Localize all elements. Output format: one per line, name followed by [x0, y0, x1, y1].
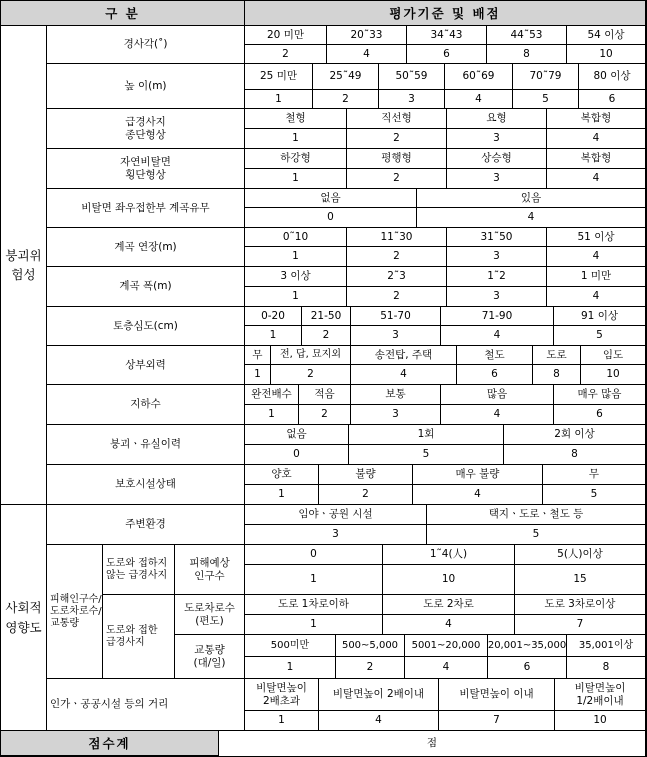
header-category: 구 분 [1, 1, 245, 26]
score-cell: 4 [413, 485, 543, 505]
score-cell: 4 [547, 247, 646, 267]
score-cell: 2 [302, 326, 351, 346]
criteria-cell: 1˜4(人) [383, 545, 515, 565]
criteria-cell: 무 [543, 465, 646, 485]
criteria-cell: 도로 [533, 346, 581, 365]
criteria-cell: 철도 [457, 346, 533, 365]
criteria-cell: 0˜10 [245, 228, 347, 247]
criteria-cell: 51-70 [351, 307, 441, 326]
slope-angle-label: 경사각(˚) [47, 26, 245, 64]
score-cell: 8 [567, 657, 646, 679]
score-cell: 2 [245, 45, 327, 64]
score-cell: 6 [554, 405, 646, 425]
score-cell: 4 [351, 365, 457, 385]
distance-label: 인가ㆍ공공시설 등의 거리 [47, 679, 245, 731]
criteria-cell: 전, 답, 묘지외 [271, 346, 351, 365]
criteria-cell: 50˜59 [379, 64, 445, 90]
score-cell: 1 [245, 287, 347, 307]
criteria-cell: 31˜50 [447, 228, 547, 247]
criteria-cell: 임도 [581, 346, 646, 365]
total-score-unit: 점 [219, 731, 646, 756]
score-cell: 4 [405, 657, 488, 679]
criteria-cell: 20˜33 [327, 26, 407, 45]
score-cell: 4 [319, 711, 439, 731]
score-cell: 2 [347, 129, 447, 149]
criteria-cell: 직선형 [347, 109, 447, 129]
criteria-cell: 3 이상 [245, 267, 347, 287]
criteria-cell: 비탈면높이 2배초과 [245, 679, 319, 711]
score-cell: 10 [567, 45, 646, 64]
score-cell: 0 [245, 445, 349, 465]
criteria-cell: 매우 불량 [413, 465, 543, 485]
non-adjacent-label: 도로와 접하지 않는 급경사지 [103, 545, 175, 595]
score-cell: 4 [383, 615, 515, 635]
criteria-cell: 80 이상 [579, 64, 646, 90]
score-cell: 10 [383, 565, 515, 595]
score-cell: 6 [407, 45, 487, 64]
score-cell: 5 [554, 326, 646, 346]
criteria-cell: 71-90 [441, 307, 554, 326]
score-cell: 4 [547, 169, 646, 189]
score-cell: 8 [487, 45, 567, 64]
criteria-cell: 복합형 [547, 109, 646, 129]
score-cell: 4 [441, 326, 554, 346]
criteria-cell: 25 미만 [245, 64, 313, 90]
score-cell: 5 [427, 525, 646, 545]
score-cell: 2 [319, 485, 413, 505]
score-cell: 0 [245, 208, 417, 228]
longitudinal-shape-label: 급경사지 종단형상 [47, 109, 245, 149]
score-cell: 2 [347, 247, 447, 267]
adjacent-label: 도로와 접한 급경사지 [103, 595, 175, 679]
criteria-cell: 있음 [417, 189, 646, 208]
criteria-cell: 21-50 [302, 307, 351, 326]
criteria-cell: 2회 이상 [504, 425, 646, 445]
protection-status-label: 보호시설상태 [47, 465, 245, 505]
criteria-cell: 1 미만 [547, 267, 646, 287]
total-label: 점수계 [1, 731, 219, 756]
score-cell: 3 [447, 129, 547, 149]
score-cell: 2 [336, 657, 405, 679]
score-cell: 3 [245, 525, 427, 545]
score-cell: 5 [543, 485, 646, 505]
score-cell: 3 [447, 169, 547, 189]
criteria-cell: 0 [245, 545, 383, 565]
criteria-cell: 무 [245, 346, 271, 365]
criteria-cell: 51 이상 [547, 228, 646, 247]
score-cell: 2 [313, 90, 379, 109]
score-cell: 10 [581, 365, 646, 385]
score-cell: 5 [513, 90, 579, 109]
criteria-cell: 44˜53 [487, 26, 567, 45]
criteria-cell: 54 이상 [567, 26, 646, 45]
score-cell: 1 [245, 365, 271, 385]
criteria-cell: 25˜49 [313, 64, 379, 90]
criteria-cell: 2˜3 [347, 267, 447, 287]
criteria-cell: 1˜2 [447, 267, 547, 287]
collapse-history-label: 붕괴ㆍ유실이력 [47, 425, 245, 465]
criteria-cell: 20 미만 [245, 26, 327, 45]
criteria-cell: 임야ㆍ공원 시설 [245, 505, 427, 525]
score-cell: 5 [349, 445, 504, 465]
score-cell: 1 [245, 485, 319, 505]
score-cell: 1 [245, 657, 336, 679]
score-cell: 10 [555, 711, 646, 731]
score-cell: 3 [447, 287, 547, 307]
criteria-cell: 0-20 [245, 307, 302, 326]
criteria-cell: 택지ㆍ도로ㆍ철도 등 [427, 505, 646, 525]
side-valley-label: 비탈면 좌우접한부 계곡유무 [47, 189, 245, 228]
score-cell: 15 [515, 565, 646, 595]
criteria-cell: 도로 3차로이상 [515, 595, 646, 615]
score-cell: 4 [547, 129, 646, 149]
criteria-cell: 많음 [441, 385, 554, 405]
criteria-cell: 1회 [349, 425, 504, 445]
criteria-cell: 91 이상 [554, 307, 646, 326]
criteria-cell: 요형 [447, 109, 547, 129]
group-collapse-risk: 붕괴위험성 [1, 26, 47, 505]
criteria-cell: 송전탑, 주택 [351, 346, 457, 365]
score-cell: 3 [379, 90, 445, 109]
score-cell: 2 [271, 365, 351, 385]
criteria-cell: 상승형 [447, 149, 547, 169]
criteria-cell: 5(人)이상 [515, 545, 646, 565]
surroundings-label: 주변환경 [47, 505, 245, 545]
expected-damage-label: 피해예상 인구수 [175, 545, 245, 595]
criteria-cell: 철형 [245, 109, 347, 129]
score-cell: 2 [347, 169, 447, 189]
criteria-cell: 35,001이상 [567, 635, 646, 657]
group-social-impact: 사회적영향도 [1, 505, 47, 731]
criteria-cell: 적음 [299, 385, 351, 405]
criteria-cell: 60˜69 [445, 64, 513, 90]
score-cell: 4 [327, 45, 407, 64]
criteria-cell: 도로 1차로이하 [245, 595, 383, 615]
score-cell: 6 [579, 90, 646, 109]
score-cell: 4 [417, 208, 646, 228]
road-lanes-label: 도로차로수 (편도) [175, 595, 245, 635]
criteria-cell: 500~5,000 [336, 635, 405, 657]
score-cell: 7 [439, 711, 555, 731]
criteria-cell: 양호 [245, 465, 319, 485]
soil-depth-label: 토층심도(cm) [47, 307, 245, 346]
criteria-cell: 11˜30 [347, 228, 447, 247]
header-criteria: 평가기준 및 배점 [245, 1, 646, 26]
damage-group-label: 피해인구수/ 도로차로수/ 교통량 [47, 545, 103, 679]
criteria-cell: 없음 [245, 189, 417, 208]
score-cell: 1 [245, 711, 319, 731]
upper-external-label: 상부외력 [47, 346, 245, 385]
criteria-cell: 500미만 [245, 635, 336, 657]
criteria-cell: 평행형 [347, 149, 447, 169]
score-cell: 4 [547, 287, 646, 307]
score-cell: 1 [245, 405, 299, 425]
score-cell: 1 [245, 129, 347, 149]
criteria-cell: 5001~20,000 [405, 635, 488, 657]
score-cell: 3 [351, 405, 441, 425]
criteria-cell: 불량 [319, 465, 413, 485]
height-label: 높 이(m) [47, 64, 245, 109]
score-cell: 3 [351, 326, 441, 346]
score-cell: 8 [533, 365, 581, 385]
traffic-label: 교통량 (대/일) [175, 635, 245, 679]
criteria-cell: 비탈면높이 이내 [439, 679, 555, 711]
score-cell: 6 [457, 365, 533, 385]
score-cell: 1 [245, 615, 383, 635]
score-cell: 1 [245, 90, 313, 109]
score-cell: 7 [515, 615, 646, 635]
score-cell: 2 [299, 405, 351, 425]
cross-shape-label: 자연비탈면 횡단형상 [47, 149, 245, 189]
criteria-cell: 보통 [351, 385, 441, 405]
score-cell: 4 [445, 90, 513, 109]
criteria-cell: 없음 [245, 425, 349, 445]
criteria-cell: 완전배수 [245, 385, 299, 405]
groundwater-label: 지하수 [47, 385, 245, 425]
criteria-cell: 비탈면높이 2배이내 [319, 679, 439, 711]
criteria-cell: 20,001~35,000 [488, 635, 567, 657]
valley-width-label: 계곡 폭(m) [47, 267, 245, 307]
score-cell: 3 [447, 247, 547, 267]
criteria-cell: 복합형 [547, 149, 646, 169]
score-cell: 1 [245, 247, 347, 267]
criteria-cell: 70˜79 [513, 64, 579, 90]
criteria-cell: 하강형 [245, 149, 347, 169]
score-cell: 1 [245, 326, 302, 346]
criteria-cell: 도로 2차로 [383, 595, 515, 615]
score-cell: 4 [441, 405, 554, 425]
criteria-cell: 34˜43 [407, 26, 487, 45]
score-cell: 8 [504, 445, 646, 465]
score-cell: 6 [488, 657, 567, 679]
score-cell: 2 [347, 287, 447, 307]
valley-length-label: 계곡 연장(m) [47, 228, 245, 267]
criteria-cell: 비탈면높이 1/2배이내 [555, 679, 646, 711]
score-cell: 1 [245, 565, 383, 595]
criteria-cell: 매우 많음 [554, 385, 646, 405]
score-cell: 1 [245, 169, 347, 189]
